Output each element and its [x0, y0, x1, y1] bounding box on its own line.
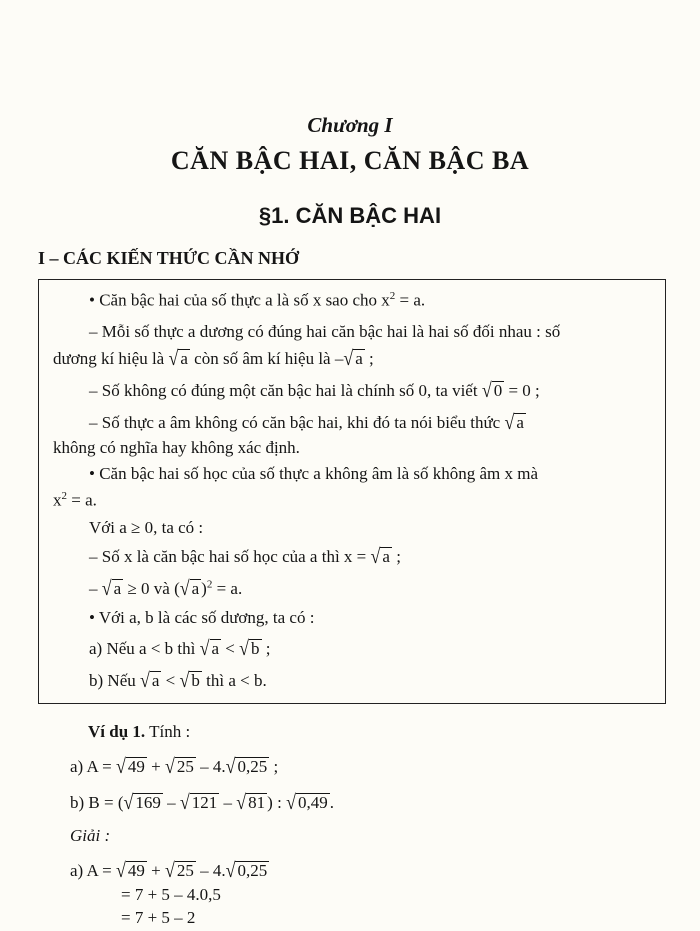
box-line-2: – Mỗi số thực a dương có đúng hai căn bậc hai là hai số đối nhau : số: [89, 322, 561, 341]
box-line-3: dương kí hiệu là √ a còn số âm kí hiệu là –√ a ;: [53, 346, 374, 370]
box-line-9: Với a ≥ 0, ta có :: [89, 518, 204, 537]
sqrt-49: √ 49: [115, 858, 145, 882]
sqrt-0-25: √ 0,25: [225, 858, 268, 882]
example-heading: Ví dụ 1. Tính :: [88, 722, 191, 741]
section-title: §1. CĂN BẬC HAI: [258, 203, 442, 228]
sqrt-a: √ a: [139, 668, 160, 692]
sqrt-0: √ 0: [481, 378, 503, 402]
sqrt-169: √ 169: [123, 790, 161, 814]
box-line-4: – Số không có đúng một căn bậc hai là chính số 0, ta viết √ 0 = 0 ;: [89, 378, 540, 402]
section-heading: I – CÁC KIẾN THỨC CẦN NHỚ: [38, 248, 300, 268]
sqrt-a: √ a: [504, 410, 524, 434]
box-line-5: – Số thực a âm không có căn bậc hai, khi đó ta nói biểu thức √ a: [89, 410, 524, 434]
box-line-1: • Căn bậc hai của số thực a là số x sao cho $x^2 = a$.: [89, 290, 426, 310]
solution-line-3: = 7 + 5 – 2: [121, 908, 196, 927]
solution-label: Giải :: [70, 826, 111, 845]
box-line-8: $x^2 = a$.: [53, 490, 97, 510]
summary-box: [38, 279, 666, 704]
sqrt-a: √ a: [370, 544, 390, 568]
box-line-7: • Căn bậc hai số học của số thực a không âm là số không âm x mà: [89, 464, 539, 483]
solution-line-2: = 7 + 5 – 4.0,5: [121, 885, 221, 904]
box-line-10: – Số x là căn bậc hai số học của a thì x = √ a ;: [89, 544, 401, 568]
sqrt-a: √ a: [101, 576, 122, 600]
sqrt-b: √ b: [239, 636, 260, 660]
sqrt-a: √ a: [179, 576, 200, 600]
chapter-title: CĂN BẬC HAI, CĂN BẬC BA: [170, 146, 530, 175]
sqrt-25: √ 25: [164, 858, 194, 882]
box-line-14: b) Nếu √ a < √ b thì a < b.: [89, 668, 267, 692]
sqrt-a: √ a: [343, 346, 363, 370]
sqrt-b: √ b: [179, 668, 200, 692]
sqrt-81: √ 81: [236, 790, 266, 814]
sqrt-0-49: √ 0,49: [286, 790, 328, 814]
sqrt-121: √ 121: [179, 790, 218, 814]
solution-line-1: a) A = √ 49 + √ 25 – 4.√ 0,25: [70, 858, 268, 882]
example-part-a: a) A = √ 49 + √ 25 – 4.√ 0,25 ;: [70, 754, 279, 778]
sqrt-a: √ a: [199, 636, 220, 660]
sqrt-0-25: √ 0,25: [225, 754, 268, 778]
box-line-11: – √ a ≥ 0 và (√ a )$^2$ = a.: [89, 576, 243, 600]
sqrt-25: √ 25: [164, 754, 194, 778]
example-part-b: b) B = (√ 169 – √ 121 – √ 81 ) : √ 0,49 .: [70, 790, 334, 814]
box-line-6: không có nghĩa hay không xác định.: [53, 438, 300, 457]
box-line-12: • Với a, b là các số dương, ta có :: [89, 608, 315, 627]
box-line-13: a) Nếu a < b thì √ a < √ b ;: [89, 636, 271, 660]
sqrt-a: √ a: [168, 346, 188, 370]
chapter-label: Chương I: [307, 113, 393, 137]
sqrt-49: √ 49: [115, 754, 145, 778]
